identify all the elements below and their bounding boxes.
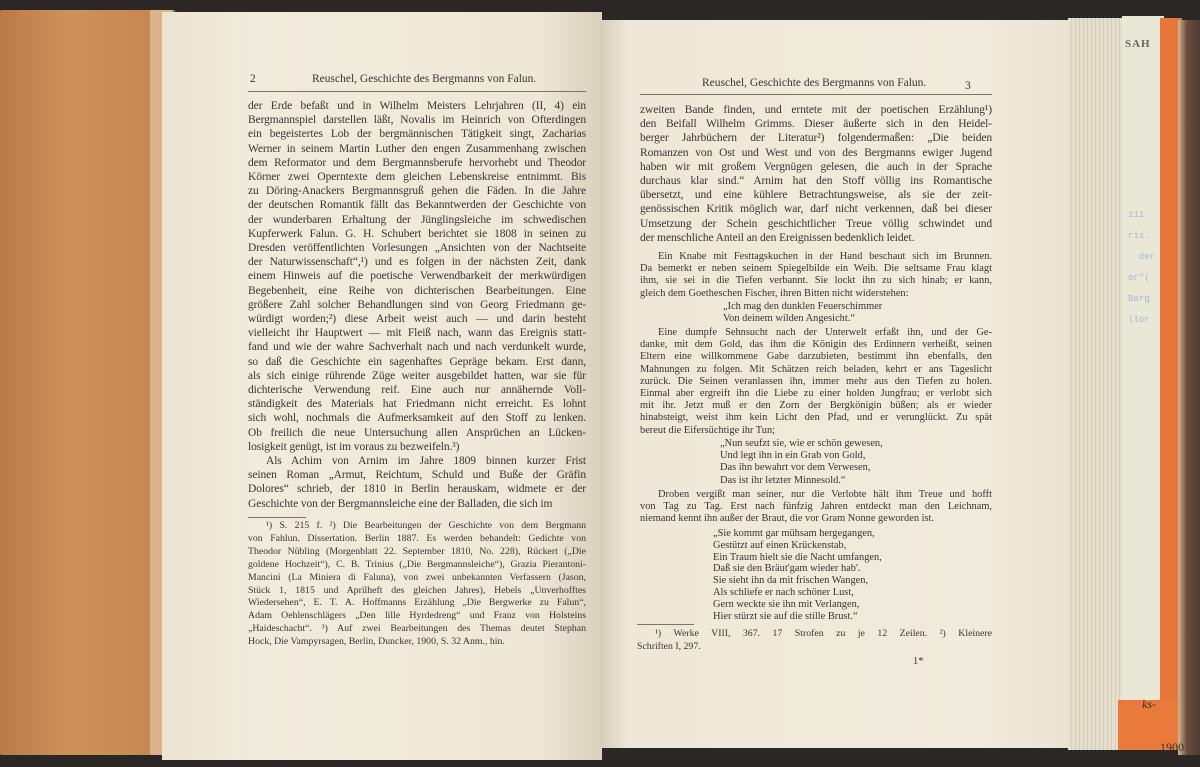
text-line: Und legt ihn in ein Grab von Gold, bbox=[720, 450, 866, 462]
text-line: Mancini (La Miniera di Faluna), von zwei unbekannten Verfassern (Jason, bbox=[248, 571, 586, 583]
left-footnotes bbox=[248, 520, 586, 649]
text-line: Da bemerkt er neben seinem Spiegelbilde ein Weib. Die seltsame Frau klagt bbox=[640, 263, 992, 275]
verse-2 bbox=[720, 438, 960, 487]
text-line: so daß die Geschichte ein sagenhaftes Gepräge bekam. Erst dann, bbox=[248, 355, 586, 368]
text-line: „Sie kommt gar mühsam hergegangen, bbox=[713, 528, 875, 539]
text-line: Das ist ihr letzter Minnesold.“ bbox=[720, 474, 846, 486]
book-cover-left bbox=[0, 10, 175, 755]
text-line: ein begeistertes Lob der bergmännischen Tätigkeit singt, Zacharias bbox=[248, 128, 586, 141]
text-line: ¹) S. 215 f. ²) Die Bearbeitungen der Geschichte von dem Bergmann bbox=[266, 520, 586, 531]
text-line: „Ich mag den dunklen Feuerschimmer bbox=[723, 301, 883, 312]
inserted-slip bbox=[1122, 16, 1164, 711]
text-line: von Tag zu Tag. Erst nach fünfzig Jahren entdeckt man den Leichnam, bbox=[640, 501, 992, 513]
text-line: Dolores“ schrieb, der 1810 in Berlin herauskam, widmete er der bbox=[248, 483, 586, 496]
left-body-text bbox=[248, 99, 586, 511]
text-line: mit ihr. Jetzt muß er den Zorn der Bergkönigin büßen; als er wieder bbox=[640, 400, 992, 412]
text-line: seinen Roman „Armut, Reichtum, Schuld und Buße der Gräfin bbox=[248, 469, 586, 482]
text-line: losigkeit genügt, ist im voraus zu bezweifeln.³) bbox=[248, 440, 460, 453]
plot-summary-3 bbox=[640, 489, 992, 526]
right-page-number: 3 bbox=[965, 80, 971, 92]
text-line: zu Döring-Anackers Bergmannsgruß gehen die Fäden. In die Jahre bbox=[248, 185, 586, 198]
text-line: sich wohl, nochmals die Aufmerksamkeit auf den Stoff zu lenken. bbox=[248, 412, 586, 425]
right-body-text bbox=[640, 103, 992, 245]
page-stack bbox=[1068, 18, 1123, 750]
text-line: größere Zahl solcher Behandlungen sind von Georg Friedmann ge- bbox=[248, 298, 586, 311]
footnote-rule bbox=[248, 517, 306, 518]
text-line: dichterische Verwendung reif. Eine auch nur annähernde Voll- bbox=[248, 384, 586, 397]
text-line: ständigkeit des Materials hat Friedmann nicht erreicht. Es lohnt bbox=[248, 398, 586, 411]
text-line: „Nun seufzt sie, wie er schön gewesen, bbox=[720, 438, 883, 449]
text-line: danke, mit dem Gold, das ihm die Königin des Erdinnern verheißt, seinen bbox=[640, 339, 992, 351]
text-line: den Beifall Wilhelm Grimms. Dieser äußerte sich in den Heidel- bbox=[640, 118, 992, 131]
text-line: Gern weckte sie ihn mit Verlangen, bbox=[713, 598, 860, 610]
text-line: vielleicht ihr Hauptwert — mit Fleiß nach, wann das Ereignis statt- bbox=[248, 327, 586, 340]
text-line: Kupferwerk Falun. G. H. Schubert berichtet sie 1808 in seinen zu bbox=[248, 227, 586, 240]
text-line: Hock, Die Vampyrsagen, Berlin, Duncker, 1900, S. 32 Anm., hin. bbox=[248, 636, 505, 648]
text-line: einem Hinweis auf die poetische Verwendbarkeit der merkwürdigen bbox=[248, 270, 586, 283]
signature-mark: 1* bbox=[913, 656, 924, 667]
text-line: Sie sieht ihn da mit frischen Wangen, bbox=[713, 575, 869, 587]
text-line: der Naturwissenschaft“,¹) und es folgen in der nächsten Zeit, dank bbox=[248, 256, 586, 269]
text-line: Als schliefe er nach schöner Lust, bbox=[713, 586, 854, 598]
text-line: genössischen Kritik möglich war, darf nicht verkennen, daß bei dieser bbox=[640, 203, 992, 216]
text-line: Als Achim von Arnim im Jahre 1809 binnen kurzer Frist bbox=[266, 455, 586, 468]
slip-label: SAH bbox=[1125, 38, 1151, 50]
text-line: dem Reformator und dem Bergmannsberufe hervorhebt und Theodor bbox=[248, 156, 586, 169]
text-line: goldene Hochzeit“), C. B. Trinius („Die Bergmannsleiche“), Grazia Pierantoni- bbox=[248, 558, 586, 570]
text-line: Wiedersehen“, E. T. A. Hoffmanns Erzählung „Die Bergwerke zu Falun“, bbox=[248, 597, 586, 609]
text-line: Mahnungen zu folgen. Mit Schätzen reich beladen, kehrt er ans Tageslicht bbox=[640, 363, 992, 375]
text-line: Schriften I, 297. bbox=[637, 640, 701, 652]
text-line: bereut die Eifersüchtige ihr Tun; bbox=[640, 424, 776, 436]
text-line: Umsetzung der Schein geschichtlicher Treue völlig schwindet und bbox=[640, 217, 992, 230]
left-page-number: 2 bbox=[250, 73, 256, 85]
text-line: würdigt worden;²) diese Arbeit weist auch — und darin besteht bbox=[248, 313, 586, 326]
slip-faded-text: 111 ris. . der or"( Berg llor bbox=[1128, 210, 1156, 325]
text-line: gleich dem Goetheschen Fischer, ihren Bitten nicht widerstehen: bbox=[640, 287, 909, 299]
text-line: Das ihn bewahrt vor dem Verwesen, bbox=[720, 462, 871, 474]
plot-summary-2 bbox=[640, 327, 992, 437]
text-line: Theodor Nübling (Morgenblatt 22. September 1810, No. 228), Rückert („Die bbox=[248, 545, 586, 557]
header-rule bbox=[248, 91, 586, 92]
text-line: Geschichte von der Bergmannsleiche eine der Balladen, die sich im bbox=[248, 497, 553, 510]
text-line: von Fahlun. Dissertation. Berlin 1887. Es werden behandelt: Gedichte von bbox=[248, 532, 586, 544]
text-line: zweiten Bande finden, und erntete mit der poetischen Erzählung¹) bbox=[640, 104, 992, 116]
header-rule bbox=[640, 94, 992, 95]
text-line: Bergmannspiel darstellen läßt, Novalis im Heinrich von Ofterdingen bbox=[248, 114, 586, 127]
text-line: Ein Traum hielt sie die Nacht umfangen, bbox=[713, 551, 882, 563]
text-line: Daß sie den Bräut'gam wieder hab'. bbox=[713, 563, 861, 575]
text-line: Körner zwei Operntexte dem gleichen Lebenskreise entnimmt. Bis bbox=[248, 171, 586, 184]
text-line: niemand kennt ihn außer der Braut, die vor Gram Nonne geworden ist. bbox=[640, 513, 935, 525]
text-line: ¹) Werke VIII, 367. 17 Strofen zu je 12 Zeilen. ²) Kleinere bbox=[655, 628, 992, 639]
bottom-note: 1900 bbox=[1160, 740, 1184, 754]
text-line: Gestützt auf einen Krückenstab, bbox=[713, 539, 847, 551]
text-line: Droben vergißt man seiner, nur die Verlobte hält ihm Treue und hofft bbox=[658, 489, 992, 500]
text-line: Adam Oehlenschlägers „Den lille Hyrdedreng“ und Franz von Holsteins bbox=[248, 610, 586, 622]
text-line: Eltern eine willkommene Gabe darzubieten, bestimmt ihn ebenfalls, den bbox=[640, 351, 992, 363]
text-line: der deutschen Romantik fällt das Bekanntwerden der Geschichte von bbox=[248, 199, 586, 212]
text-line: Werner in seinem Martin Luther den engen Zusammenhang zwischen bbox=[248, 142, 586, 155]
back-cover-board bbox=[1178, 20, 1200, 755]
text-line: Romanzen von Ost und West und von des Bergmanns ewiger Jugend bbox=[640, 146, 992, 159]
verse-3 bbox=[713, 528, 963, 622]
footnote-rule bbox=[637, 624, 694, 625]
text-line: Von deinem wilden Angesicht.“ bbox=[723, 313, 855, 325]
text-line: zurück. Die Seinen veranlassen ihn, immer mehr aus den Tiefen zu holen. bbox=[640, 375, 992, 387]
text-line: übersetzt, und eine kühlere Betrachtungsweise, als sie der zeit- bbox=[640, 189, 992, 202]
text-line: „Haideschacht“. ³) Auf zwei Bearbeitungen des Themas deutet Stephan bbox=[248, 623, 586, 635]
orange-tab-note: ks- bbox=[1142, 697, 1156, 711]
text-line: der wunderbaren Erhaltung der Jünglingsleiche im schwedischen bbox=[248, 213, 586, 226]
text-line: Ob freilich die neue Untersuchung allen Ansprüchen an Lücken- bbox=[248, 426, 586, 439]
text-line: fand und wie der wahre Sachverhalt nach und nach verdunkelt wurde, bbox=[248, 341, 586, 354]
text-line: Dresden veröffentlichten Vorlesungen „Ansichten von der Nachtseite bbox=[248, 242, 586, 255]
text-line: Hier stürzt sie auf die stille Brust.“ bbox=[713, 610, 858, 622]
text-line: Eine dumpfe Sehnsucht nach der Unterwelt erfaßt ihn, und der Ge- bbox=[658, 327, 992, 338]
right-running-head: Reuschel, Geschichte des Bergmanns von Falun. bbox=[702, 77, 927, 89]
text-line: berger Jahrbüchern der Literatur²) folgendermaßen: „Die beiden bbox=[640, 132, 992, 145]
text-line: Stück 1, 1815 und Aprilheft des gleichen Jahres), Hebels „Unverhofftes bbox=[248, 584, 586, 596]
text-line: der Erde befaßt und in Wilhelm Meisters Lehrjahren (II, 4) ein bbox=[248, 100, 586, 112]
left-running-head: Reuschel, Geschichte des Bergmanns von Falun. bbox=[312, 73, 537, 85]
text-line: haben wir mit großem Vergnügen gelesen, die auch in der Sprache bbox=[640, 160, 992, 173]
text-line: hinabsteigt, weist ihm kein Licht den Pfad, und er verunglückt. Zu spät bbox=[640, 412, 992, 424]
text-line: Einmal aber ergreift ihn die Liebe zu einer holden Jungfrau; er verlobt sich bbox=[640, 388, 992, 400]
right-footnotes bbox=[637, 628, 992, 654]
text-line: durchaus klar sind.“ Arnim hat den Stoff völlig ins Romantische bbox=[640, 175, 992, 188]
text-line: Ein Knabe mit Festtagskuchen in der Hand beschaut sich im Brunnen. bbox=[658, 251, 992, 262]
text-line: ihm, sie sei in die Tiefen verbannt. Sie lockt ihn zu sich hinab; er kann, bbox=[640, 275, 992, 287]
text-line: Begebenheit, eine Reihe von dichterischen Bearbeitungen. Eine bbox=[248, 284, 586, 297]
text-line: als sich einige rührende Züge weiter ausgebildet hatten, war sie für bbox=[248, 369, 586, 382]
plot-summary-1 bbox=[640, 251, 992, 300]
text-line: der menschliche Anteil an den Ereignissen bedenklich leidet. bbox=[640, 231, 915, 244]
verse-1 bbox=[723, 301, 963, 325]
